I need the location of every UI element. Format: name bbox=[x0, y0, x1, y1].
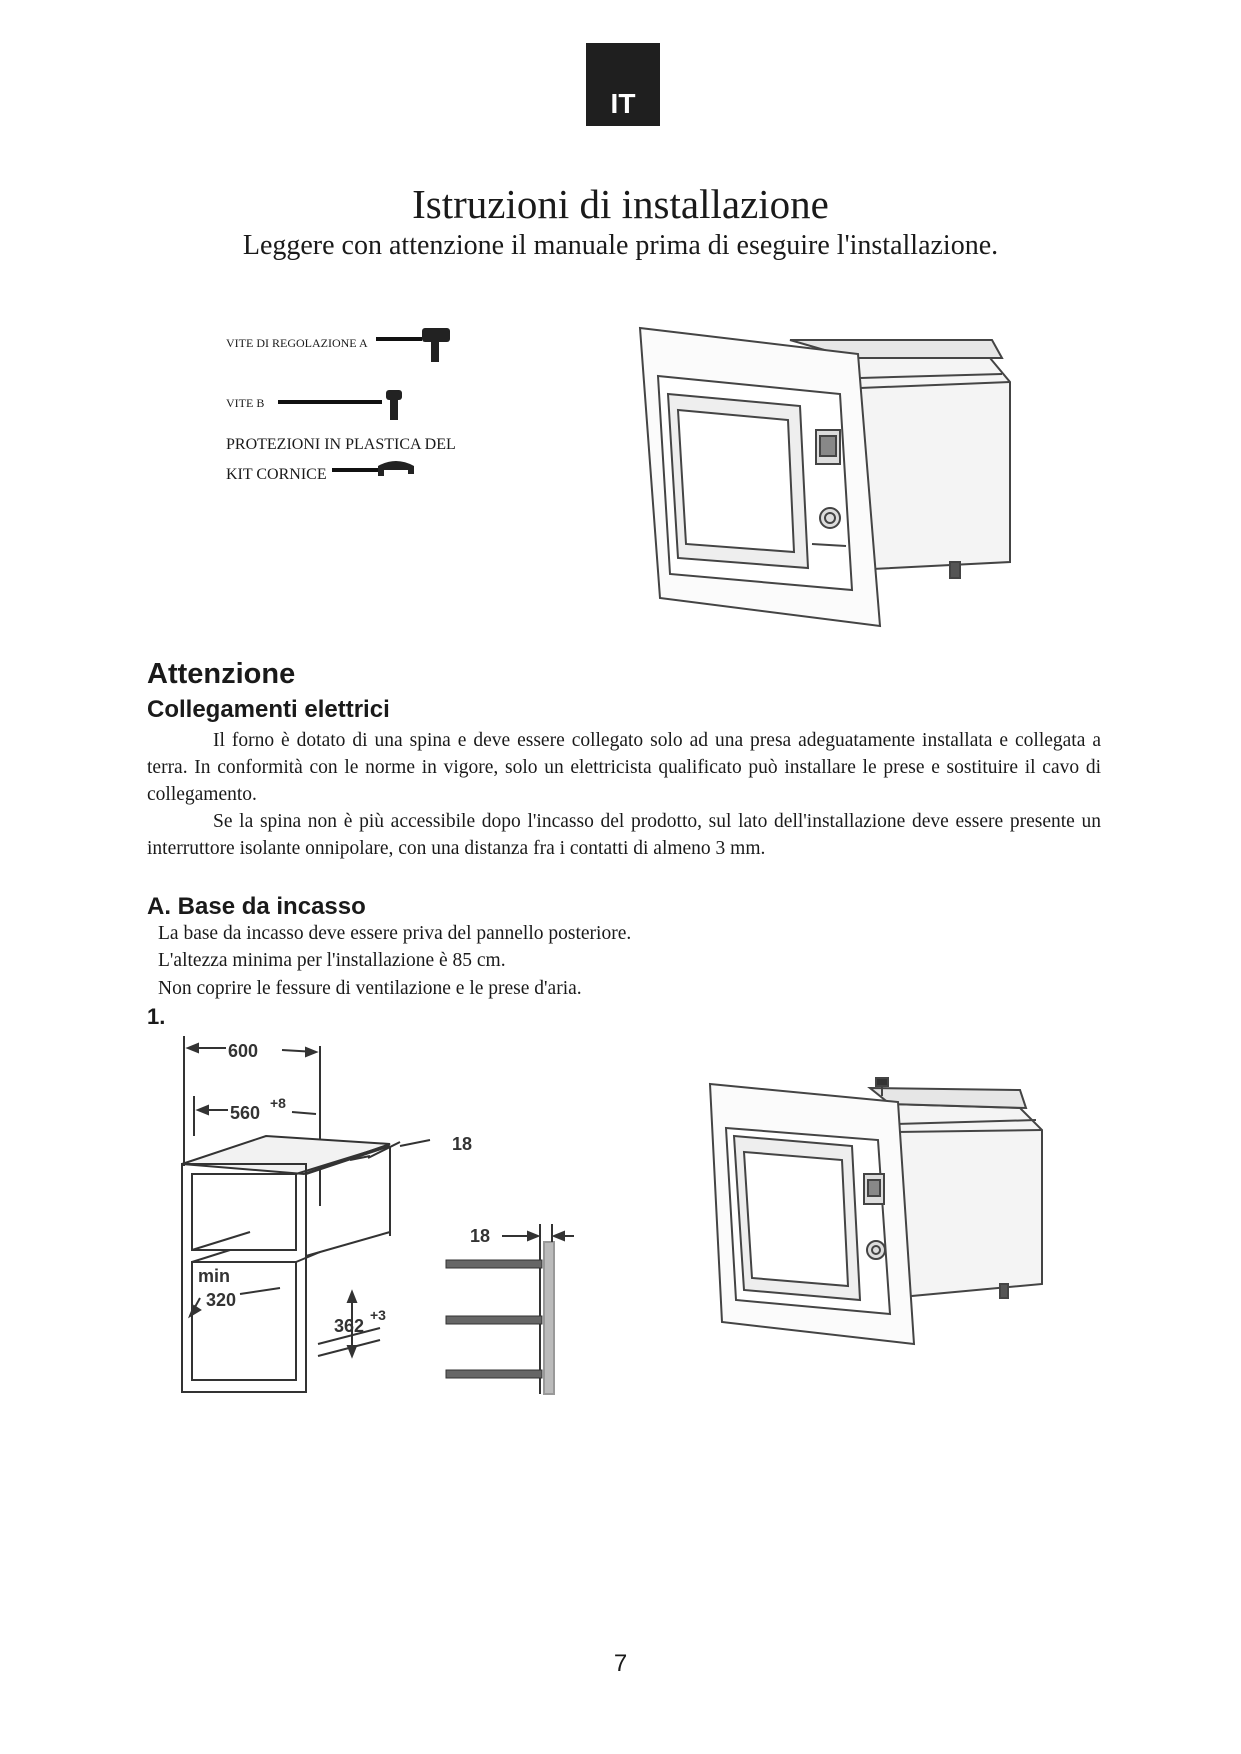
page-title: Istruzioni di installazione bbox=[412, 181, 829, 227]
base-requirement-1: La base da incasso deve essere priva del pannello posteriore. bbox=[158, 923, 632, 944]
paragraph-electrical-2-text: Se la spina non è più accessibile dopo l'incasso del prodotto, sul lato dell'installazione deve essere presente un interruttore isolante onnipolare, con una distanza fra i contatti di almeno 3 mm. bbox=[147, 811, 1101, 859]
part-label-frame-protection-2: KIT CORNICE bbox=[226, 466, 327, 483]
section-heading-attention: Attenzione bbox=[147, 658, 296, 690]
section-subheading-electrical: Collegamenti elettrici bbox=[147, 696, 390, 723]
paragraph-electrical-1-text: Il forno è dotato di una spina e deve essere collegato solo ad una presa adeguatamente installata e collegata a terra. In conformità con le norme in vigore, solo un elettricista qualificato può installare le prese e sostituire il cavo di collegamento. bbox=[147, 730, 1101, 805]
paragraph-electrical-1 bbox=[147, 727, 1101, 808]
page-subtitle: Leggere con attenzione il manuale prima di eseguire l'installazione. bbox=[242, 230, 999, 261]
dimension-width-outer: 600 bbox=[228, 1041, 259, 1061]
dimension-height: 362 bbox=[334, 1316, 365, 1336]
base-requirement-2: L'altezza minima per l'installazione è 85 cm. bbox=[158, 950, 506, 971]
label-min: min bbox=[198, 1266, 231, 1286]
part-label-frame-protection-1: PROTEZIONI IN PLASTICA DEL bbox=[226, 436, 456, 453]
step-number: 1. bbox=[147, 1004, 166, 1029]
paragraph-electrical-2 bbox=[147, 808, 1101, 862]
base-requirement-3: Non coprire le fessure di ventilazione e le prese d'aria. bbox=[158, 978, 582, 999]
part-label-screw-b: VITE B bbox=[226, 396, 265, 410]
microwave-installed-illustration bbox=[700, 1074, 1060, 1354]
adjustment-screw-a-icon bbox=[374, 322, 454, 364]
side-panel-detail-diagram bbox=[440, 1204, 590, 1404]
page-number: 7 bbox=[613, 1650, 628, 1677]
dimension-panel-side: 18 bbox=[470, 1226, 491, 1246]
screw-b-icon bbox=[276, 388, 406, 422]
language-badge: IT bbox=[586, 43, 660, 126]
dimension-width-inner: 560 bbox=[230, 1103, 261, 1123]
dimension-height-tolerance: +3 bbox=[370, 1307, 386, 1323]
microwave-frame-illustration bbox=[630, 318, 1030, 630]
section-heading-base: A. Base da incasso bbox=[147, 893, 366, 920]
plastic-protection-icon bbox=[330, 458, 420, 486]
part-label-screw-a: VITE DI REGOLAZIONE A bbox=[226, 336, 368, 350]
dimension-depth-min: 320 bbox=[206, 1290, 237, 1310]
dimension-width-inner-tolerance: +8 bbox=[270, 1095, 286, 1111]
dimension-panel-top: 18 bbox=[452, 1134, 473, 1154]
